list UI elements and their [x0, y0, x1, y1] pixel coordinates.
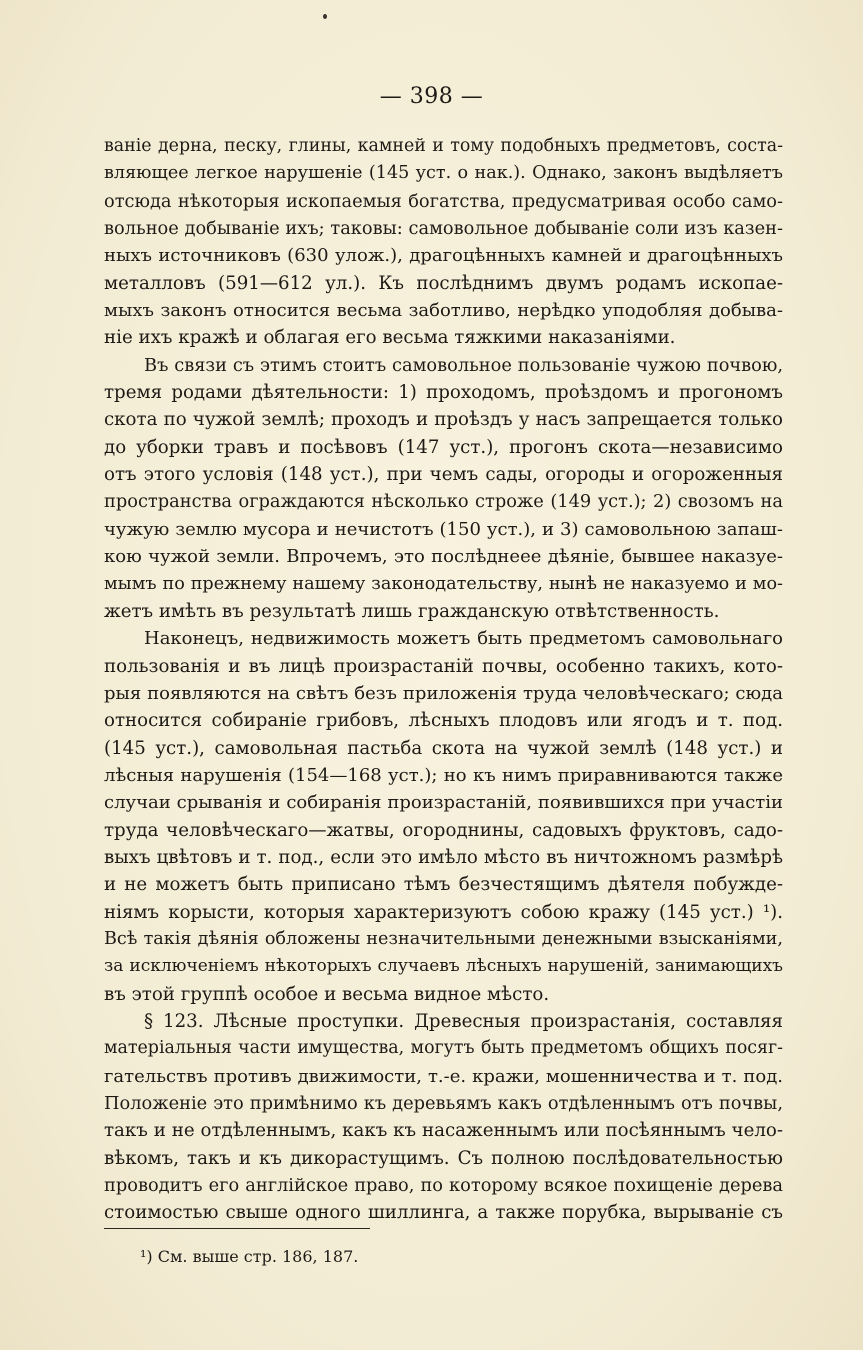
page-number: — 398 — — [379, 84, 484, 109]
text-line: Положеніе это примѣнимо къ деревьямъ какъ отдѣленнымъ отъ почвы, — [104, 1093, 783, 1115]
text-line: Наконецъ, недвижимость можетъ быть предметомъ самовольнаго — [144, 628, 783, 650]
text-line: матеріальныя части имущества, могутъ быть предметомъ общихъ посяг- — [104, 1038, 783, 1059]
text-line: труда человѣческаго—жатвы, огороднины, садовыхъ фруктовъ, садо- — [104, 819, 783, 841]
text-line: ныхъ источниковъ (630 улож.), драгоцѣнныхъ камней и драгоцѣнныхъ — [104, 245, 783, 267]
body-text — [104, 133, 783, 1227]
text-line: вѣкомъ, такъ и къ дикорастущимъ. Съ полною послѣдовательностью — [104, 1147, 783, 1169]
text-line: лѣсныя нарушенія (154—168 уст.); но къ нимъ приравниваются также — [104, 764, 783, 786]
ink-speck — [323, 14, 327, 19]
text-line: пространства ограждаются нѣсколько строже (149 уст.); 2) свозомъ на — [104, 491, 783, 513]
text-line: за исключеніемъ нѣкоторыхъ случаевъ лѣсныхъ нарушеній, занимающихъ — [104, 956, 783, 977]
footnote-divider — [104, 1228, 370, 1229]
text-line: мыхъ законъ относится весьма заботливо, нерѣдко уподобляя добыва- — [104, 300, 783, 322]
text-line: ніе ихъ кражѣ и облагая его весьма тяжкими наказаніями. — [104, 327, 676, 349]
text-line: до уборки травъ и посѣвовъ (147 уст.), прогонъ скота—независимо — [104, 436, 783, 458]
text-line: металловъ (591—612 ул.). Къ послѣднимъ двумъ родамъ ископае- — [104, 272, 783, 294]
text-line: Всѣ такія дѣянія обложены незначительными денежными взысканіями, — [104, 928, 783, 949]
text-line: отсюда нѣкоторыя ископаемыя богатства, предусматривая особо само- — [104, 190, 783, 212]
text-line: выхъ цвѣтовъ и т. под., если это имѣло мѣсто въ ничтожномъ размѣрѣ — [104, 846, 783, 868]
text-line: Въ связи съ этимъ стоитъ самовольное пользованіе чужою почвою, — [144, 354, 783, 376]
text-line: проводитъ его англійское право, по которому всякое похищеніе дерева — [104, 1175, 783, 1197]
text-line: кою чужой земли. Впрочемъ, это послѣднеее дѣяніе, бывшее наказуе- — [104, 546, 783, 568]
text-line: относится собираніе грибовъ, лѣсныхъ плодовъ или ягодъ и т. под. — [104, 710, 783, 732]
text-line: ніямъ корысти, которыя характеризуютъ собою кражу (145 уст.) ¹). — [104, 901, 783, 923]
text-line: чужую землю мусора и нечистотъ (150 уст.), и 3) самовольною запаш- — [104, 518, 783, 540]
text-line: (145 уст.), самовольная пастьба скота на чужой землѣ (148 уст.) и — [104, 737, 783, 759]
text-line: и не можетъ быть приписано тѣмъ безчестящимъ дѣятеля побужде- — [104, 874, 783, 896]
text-line: жетъ имѣть въ результатѣ лишь гражданскую отвѣтственность. — [104, 600, 720, 622]
text-line: скота по чужой землѣ; проходъ и проѣздъ у насъ запрещается только — [104, 409, 783, 431]
text-line: мымъ по прежнему нашему законодательству, нынѣ не наказуемо и мо- — [104, 573, 783, 594]
text-line: вольное добываніе ихъ; таковы: самовольное добываніе соли изъ казен- — [104, 218, 783, 240]
text-line: пользованія и въ лицѣ произрастаній почвы, особенно такихъ, кото- — [104, 655, 783, 677]
footnote: ¹) См. выше стр. 186, 187. — [140, 1247, 359, 1266]
text-line: гательствъ противъ движимости, т.-е. кражи, мошенничества и т. под. — [104, 1065, 783, 1087]
text-line: § 123. Лѣсные проступки. Древесныя произрастанія, составляя — [144, 1011, 783, 1032]
text-line: случаи срыванія и собиранія произрастаній, появившихся при участіи — [104, 792, 783, 814]
text-line: тремя родами дѣятельности: 1) проходомъ, проѣздомъ и прогономъ — [104, 382, 783, 404]
text-line: ваніе дерна, песку, глины, камней и тому подобныхъ предметовъ, соста- — [104, 136, 783, 156]
text-line: такъ и не отдѣленнымъ, какъ къ насаженнымъ или посѣяннымъ чело- — [104, 1120, 783, 1142]
text-line: стоимостью свыше одного шиллинга, а также порубка, вырываніе съ — [104, 1202, 783, 1224]
text-line: отъ этого условія (148 уст.), при чемъ сады, огороды и огороженныя — [104, 464, 783, 486]
text-line: въ этой группѣ особое и весьма видное мѣсто. — [104, 983, 550, 1005]
text-line: рыя появляются на свѣтъ безъ приложенія труда человѣческаго; сюда — [104, 682, 783, 704]
text-line: вляющее легкое нарушеніе (145 уст. о нак.). Однако, законъ выдѣляетъ — [104, 163, 783, 184]
